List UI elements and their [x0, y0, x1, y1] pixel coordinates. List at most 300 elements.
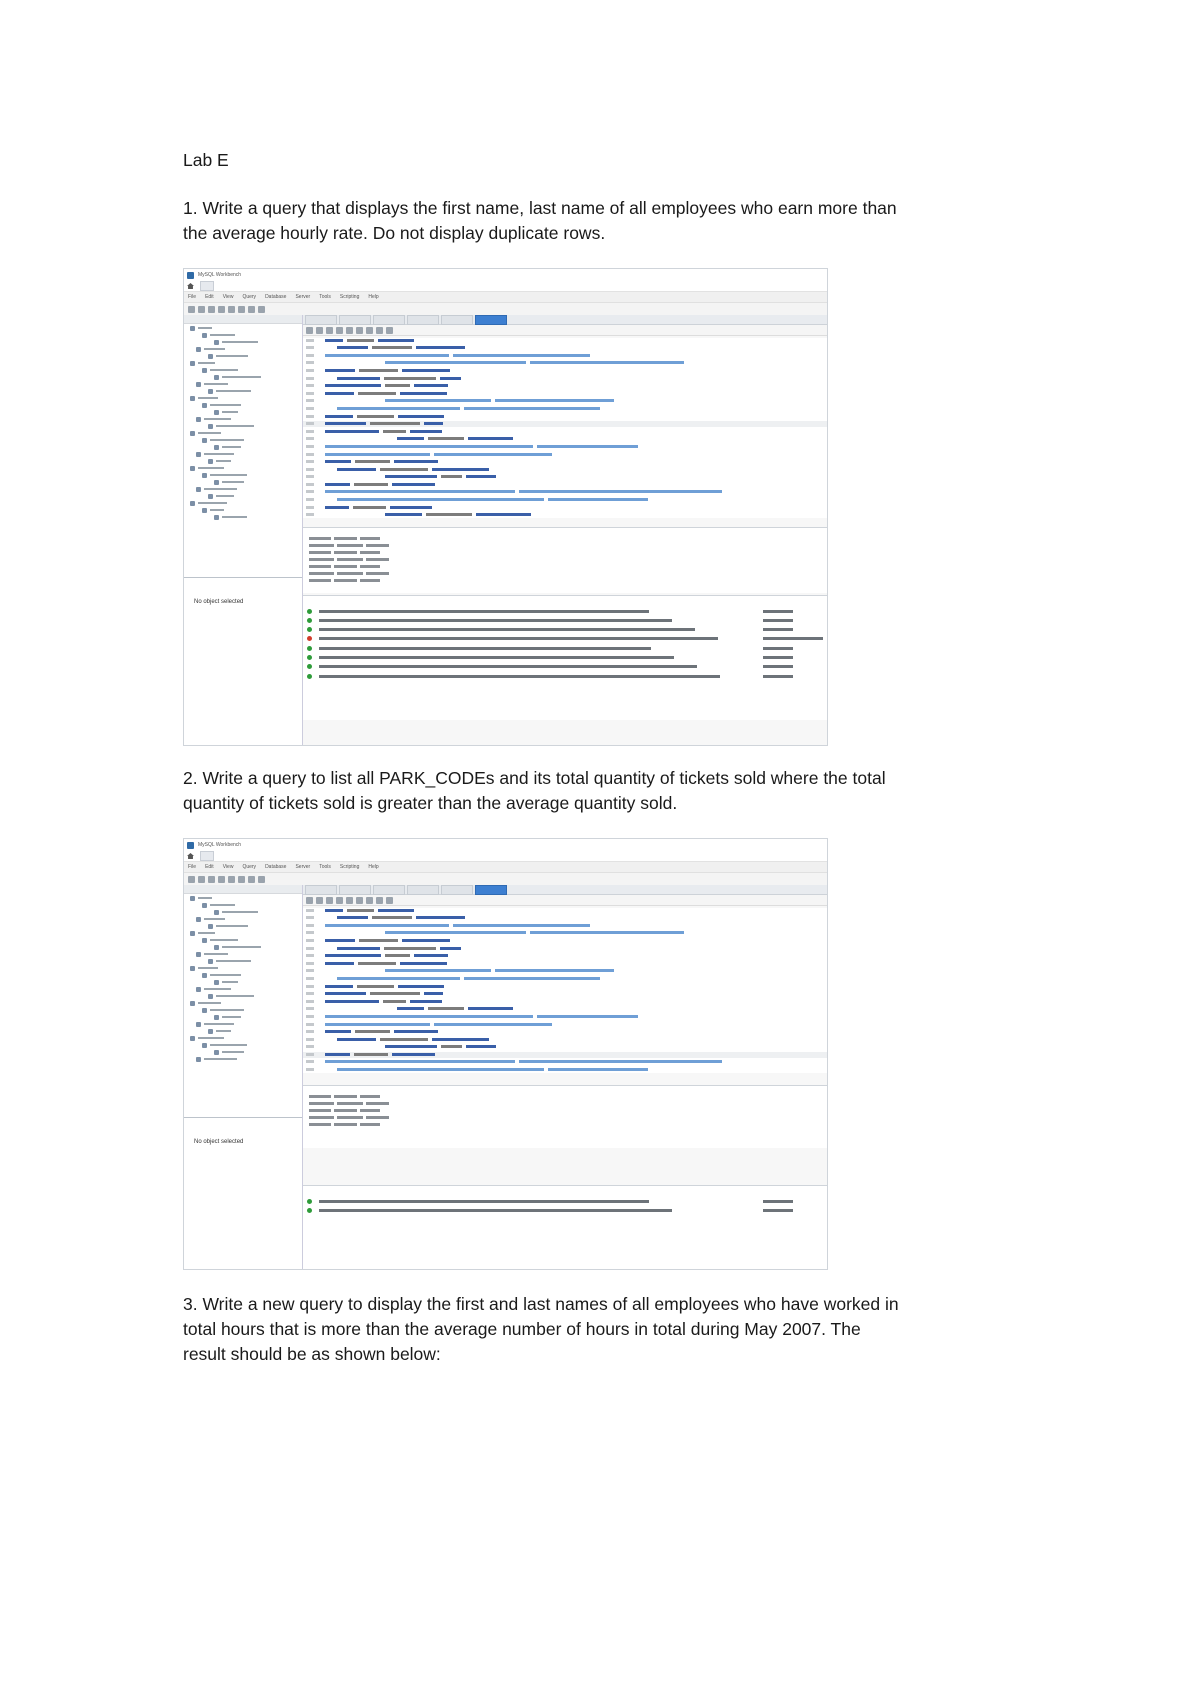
code-token — [325, 1053, 350, 1056]
code-token — [325, 430, 379, 433]
schema-item-icon — [202, 508, 207, 513]
open-file-icon — [306, 327, 313, 334]
code-token — [440, 377, 461, 380]
navigator-header — [184, 885, 302, 894]
schema-item-label — [210, 439, 244, 441]
code-token — [325, 909, 343, 912]
result-grid — [303, 527, 827, 593]
editor-toolbar — [303, 895, 827, 906]
connection-tab — [200, 851, 214, 861]
code-token — [390, 506, 432, 509]
schema-item-icon — [202, 1043, 207, 1048]
line-number — [306, 924, 314, 927]
schema-item-icon — [196, 452, 201, 457]
query-tabs — [303, 315, 827, 325]
code-token — [468, 437, 513, 440]
titlebar — [184, 269, 827, 281]
inspector-icon — [208, 876, 215, 883]
schema-item-label — [204, 918, 225, 920]
code-token — [466, 1045, 496, 1048]
line-number — [306, 498, 314, 501]
schema-item-label — [210, 939, 238, 941]
grid-cell — [309, 1095, 331, 1098]
code-token — [325, 1015, 533, 1018]
schema-item-label — [216, 390, 251, 392]
schema-tree-item — [184, 325, 302, 331]
menu-bar — [184, 292, 827, 303]
schema-tree-item — [184, 937, 302, 943]
grid-cell — [309, 1109, 331, 1112]
schema-item-icon — [190, 326, 195, 331]
schema-item-icon — [208, 494, 213, 499]
schema-tree-item — [184, 346, 302, 352]
line-number — [306, 1000, 314, 1003]
line-number — [306, 369, 314, 372]
open-sql-icon — [198, 876, 205, 883]
output-row — [303, 654, 827, 661]
code-token — [537, 445, 638, 448]
line-number — [306, 399, 314, 402]
schema-tree-item — [184, 472, 302, 478]
schema-item-label — [222, 411, 238, 413]
schema-item-icon — [196, 917, 201, 922]
code-token — [337, 916, 368, 919]
code-line — [303, 406, 827, 412]
line-number — [306, 513, 314, 516]
code-line — [303, 459, 827, 465]
code-token — [530, 931, 684, 934]
query-tab — [441, 885, 473, 895]
execute-icon — [326, 327, 333, 334]
create-view-icon — [238, 306, 245, 313]
line-number — [306, 909, 314, 912]
code-token — [434, 1023, 552, 1026]
code-token — [383, 1000, 406, 1003]
code-token — [384, 377, 436, 380]
code-line — [303, 429, 827, 435]
connection-tabs — [184, 281, 827, 292]
query-tab-active — [475, 315, 507, 325]
code-token — [325, 354, 449, 357]
menu-database: Database — [265, 864, 287, 870]
code-token — [414, 954, 448, 957]
schema-item-icon — [208, 1029, 213, 1034]
workbench-screenshot-1 — [183, 268, 828, 746]
query-tab — [373, 315, 405, 325]
code-line — [303, 1037, 827, 1043]
connection-tabs — [184, 851, 827, 862]
schema-item-icon — [196, 1057, 201, 1062]
line-number — [306, 985, 314, 988]
menu-help: Help — [368, 294, 379, 300]
question-3 — [183, 1292, 983, 1367]
question-1 — [183, 196, 983, 246]
code-token — [548, 498, 648, 501]
code-line — [303, 908, 827, 914]
menu-edit: Edit — [205, 294, 214, 300]
query-area — [303, 885, 827, 1269]
output-row — [303, 635, 827, 642]
execute-statement-icon — [336, 327, 343, 334]
output-response — [763, 610, 793, 613]
schema-item-icon — [190, 501, 195, 506]
schema-item-icon — [196, 487, 201, 492]
grid-cell — [334, 565, 357, 568]
schema-item-icon — [208, 994, 213, 999]
code-token — [337, 977, 460, 980]
schema-item-label — [198, 932, 215, 934]
execute-statement-icon — [336, 897, 343, 904]
code-line — [303, 953, 827, 959]
schema-item-icon — [196, 1022, 201, 1027]
output-message — [319, 1200, 649, 1203]
create-procedure-icon — [248, 876, 255, 883]
code-line — [303, 436, 827, 442]
line-number — [306, 430, 314, 433]
grid-cell — [334, 579, 357, 582]
save-icon — [316, 327, 323, 334]
query-area — [303, 315, 827, 745]
schema-item-icon — [190, 396, 195, 401]
schema-item-label — [222, 946, 261, 948]
grid-row — [303, 557, 827, 563]
code-token — [476, 513, 531, 516]
code-token — [441, 475, 462, 478]
code-token — [355, 460, 390, 463]
line-number — [306, 977, 314, 980]
create-procedure-icon — [248, 306, 255, 313]
question-3-line-1: 3. Write a new query to display the first and last names of all employees who have worked in — [183, 1294, 899, 1314]
schema-item-label — [198, 897, 212, 899]
schema-item-icon — [202, 368, 207, 373]
grid-cell — [360, 1109, 380, 1112]
schema-tree-item — [184, 339, 302, 345]
code-token — [397, 437, 424, 440]
grid-cell — [309, 1102, 334, 1105]
code-token — [325, 954, 381, 957]
line-number — [306, 354, 314, 357]
schema-item-icon — [196, 347, 201, 352]
grid-cell — [360, 537, 380, 540]
code-line — [303, 1067, 827, 1073]
explain-icon — [346, 897, 353, 904]
code-token — [397, 1007, 424, 1010]
schema-item-label — [204, 953, 228, 955]
line-number — [306, 1007, 314, 1010]
grid-cell — [309, 537, 331, 540]
code-token — [453, 354, 590, 357]
grid-cell — [360, 1095, 380, 1098]
schema-tree — [184, 325, 302, 520]
code-token — [325, 1023, 430, 1026]
code-token — [325, 506, 349, 509]
code-line — [303, 497, 827, 503]
code-line — [303, 467, 827, 473]
new-sql-tab-icon — [188, 306, 195, 313]
grid-row — [303, 543, 827, 549]
grid-cell — [337, 558, 363, 561]
schema-item-icon — [196, 382, 201, 387]
code-token — [428, 437, 464, 440]
query-tab — [407, 315, 439, 325]
schema-tree-item — [184, 923, 302, 929]
code-token — [337, 498, 544, 501]
menu-scripting: Scripting — [339, 864, 360, 870]
code-token — [466, 475, 496, 478]
output-row — [303, 673, 827, 680]
create-schema-icon — [218, 876, 225, 883]
code-token — [354, 1053, 388, 1056]
schema-item-icon — [190, 896, 195, 901]
schema-item-icon — [208, 459, 213, 464]
grid-cell — [366, 1102, 389, 1105]
code-line — [303, 946, 827, 952]
schema-item-label — [216, 495, 234, 497]
schema-item-icon — [214, 945, 219, 950]
navigator-divider — [184, 577, 302, 578]
schema-tree-item — [184, 986, 302, 992]
schema-item-icon — [190, 1036, 195, 1041]
error-status-icon — [307, 636, 312, 641]
grid-row — [303, 1115, 827, 1121]
code-token — [337, 1068, 544, 1071]
grid-cell — [337, 1102, 363, 1105]
schema-item-icon — [214, 480, 219, 485]
navigator-panel — [184, 885, 303, 1269]
schema-tree-item — [184, 993, 302, 999]
code-token — [548, 1068, 648, 1071]
query-tab-active — [475, 885, 507, 895]
code-line — [303, 353, 827, 359]
code-line — [303, 961, 827, 967]
schema-item-label — [198, 432, 221, 434]
line-number — [306, 422, 314, 425]
create-view-icon — [238, 876, 245, 883]
code-token — [325, 415, 353, 418]
schema-item-icon — [202, 903, 207, 908]
schema-tree-item — [184, 895, 302, 901]
code-line — [303, 338, 827, 344]
code-line — [303, 505, 827, 511]
grid-cell — [309, 544, 334, 547]
schema-tree-item — [184, 1056, 302, 1062]
schema-item-icon — [190, 1001, 195, 1006]
code-line — [303, 414, 827, 420]
schema-item-label — [222, 981, 238, 983]
code-token — [325, 384, 381, 387]
line-number — [306, 460, 314, 463]
code-token — [385, 475, 437, 478]
schema-tree-item — [184, 944, 302, 950]
schema-item-icon — [208, 424, 213, 429]
connection-tab — [200, 281, 214, 291]
code-token — [440, 947, 461, 950]
code-token — [416, 346, 465, 349]
schema-tree — [184, 895, 302, 1062]
schema-tree-item — [184, 458, 302, 464]
output-message — [319, 637, 718, 640]
schema-item-label — [222, 376, 261, 378]
schema-item-icon — [214, 340, 219, 345]
schema-tree-item — [184, 374, 302, 380]
grid-cell — [334, 1109, 357, 1112]
code-token — [337, 947, 380, 950]
grid-cell — [337, 572, 363, 575]
output-message — [319, 628, 695, 631]
code-token — [383, 430, 406, 433]
schema-item-label — [216, 1030, 231, 1032]
schema-tree-item — [184, 437, 302, 443]
code-line — [303, 474, 827, 480]
output-response — [763, 665, 793, 668]
query-tab — [305, 315, 337, 325]
schema-tree-item — [184, 332, 302, 338]
schema-item-icon — [214, 410, 219, 415]
navigator-panel — [184, 315, 303, 745]
schema-item-label — [210, 474, 247, 476]
output-panel — [303, 1185, 827, 1270]
question-3-line-2: total hours that is more than the average number of hours in total during May 2007. The — [183, 1319, 861, 1339]
no-object-selected-text: No object selected — [194, 599, 244, 605]
output-response — [763, 637, 823, 640]
schema-tree-item — [184, 1049, 302, 1055]
code-line — [303, 512, 827, 518]
code-token — [398, 985, 444, 988]
code-token — [325, 422, 366, 425]
code-token — [428, 1007, 464, 1010]
code-line — [303, 1059, 827, 1065]
schema-item-icon — [214, 1050, 219, 1055]
code-token — [370, 992, 420, 995]
line-number — [306, 1038, 314, 1041]
workbench-body — [184, 885, 827, 1269]
schema-tree-item — [184, 381, 302, 387]
grid-cell — [309, 1123, 331, 1126]
workbench-body — [184, 315, 827, 745]
grid-row — [303, 1101, 827, 1107]
grid-header-row — [303, 1087, 827, 1093]
code-token — [325, 1000, 379, 1003]
output-row — [303, 626, 827, 633]
schema-item-label — [198, 1037, 224, 1039]
schema-item-label — [216, 925, 248, 927]
menu-scripting: Scripting — [339, 294, 360, 300]
code-token — [325, 1060, 515, 1063]
line-number — [306, 453, 314, 456]
home-icon — [187, 283, 194, 289]
grid-cell — [366, 544, 389, 547]
schema-item-label — [210, 369, 238, 371]
code-line — [303, 930, 827, 936]
output-message — [319, 1209, 672, 1212]
output-row — [303, 663, 827, 670]
success-status-icon — [307, 618, 312, 623]
code-line — [303, 923, 827, 929]
code-token — [325, 985, 353, 988]
schema-item-label — [222, 911, 258, 913]
schema-item-icon — [214, 375, 219, 380]
grid-cell — [360, 579, 380, 582]
code-line — [303, 444, 827, 450]
app-icon — [187, 842, 194, 849]
toggle-icon — [366, 897, 373, 904]
schema-item-icon — [202, 403, 207, 408]
schema-item-icon — [208, 924, 213, 929]
navigator-header — [184, 315, 302, 324]
code-token — [392, 1053, 435, 1056]
code-token — [357, 985, 394, 988]
schema-item-label — [204, 418, 231, 420]
no-object-selected-text: No object selected — [194, 1139, 244, 1145]
schema-item-label — [204, 988, 231, 990]
schema-item-label — [222, 446, 241, 448]
grid-row — [303, 1094, 827, 1100]
success-status-icon — [307, 646, 312, 651]
question-3-line-3: result should be as shown below: — [183, 1344, 441, 1364]
code-token — [380, 1038, 428, 1041]
schema-item-icon — [214, 910, 219, 915]
code-line — [303, 376, 827, 382]
schema-item-icon — [202, 1008, 207, 1013]
navigator-divider — [184, 1117, 302, 1118]
code-line — [303, 968, 827, 974]
schema-item-label — [198, 397, 218, 399]
output-message — [319, 665, 697, 668]
output-response — [763, 647, 793, 650]
code-line — [303, 915, 827, 921]
output-message — [319, 656, 674, 659]
output-response — [763, 675, 793, 678]
schema-item-icon — [202, 333, 207, 338]
menu-help: Help — [368, 864, 379, 870]
menu-edit: Edit — [205, 864, 214, 870]
schema-item-icon — [202, 438, 207, 443]
schema-item-label — [222, 341, 258, 343]
output-message — [319, 675, 720, 678]
code-token — [378, 909, 414, 912]
schema-tree-item — [184, 1014, 302, 1020]
output-row — [303, 645, 827, 652]
schema-item-label — [204, 1023, 234, 1025]
rollback-icon — [386, 897, 393, 904]
line-number — [306, 939, 314, 942]
schema-tree-item — [184, 514, 302, 520]
schema-item-icon — [196, 417, 201, 422]
schema-item-label — [216, 425, 254, 427]
code-token — [410, 1000, 442, 1003]
code-token — [337, 468, 376, 471]
code-token — [394, 1030, 438, 1033]
code-token — [325, 483, 350, 486]
schema-item-icon — [190, 931, 195, 936]
line-number — [306, 1015, 314, 1018]
schema-tree-item — [184, 430, 302, 436]
code-token — [385, 969, 491, 972]
line-number — [306, 407, 314, 410]
line-number — [306, 506, 314, 509]
code-token — [378, 339, 414, 342]
code-token — [410, 430, 442, 433]
line-number — [306, 468, 314, 471]
code-line — [303, 1014, 827, 1020]
code-token — [337, 1038, 376, 1041]
success-status-icon — [307, 1208, 312, 1213]
code-token — [416, 916, 465, 919]
menu-tools: Tools — [319, 294, 331, 300]
code-line — [303, 345, 827, 351]
create-schema-icon — [218, 306, 225, 313]
code-token — [325, 453, 430, 456]
